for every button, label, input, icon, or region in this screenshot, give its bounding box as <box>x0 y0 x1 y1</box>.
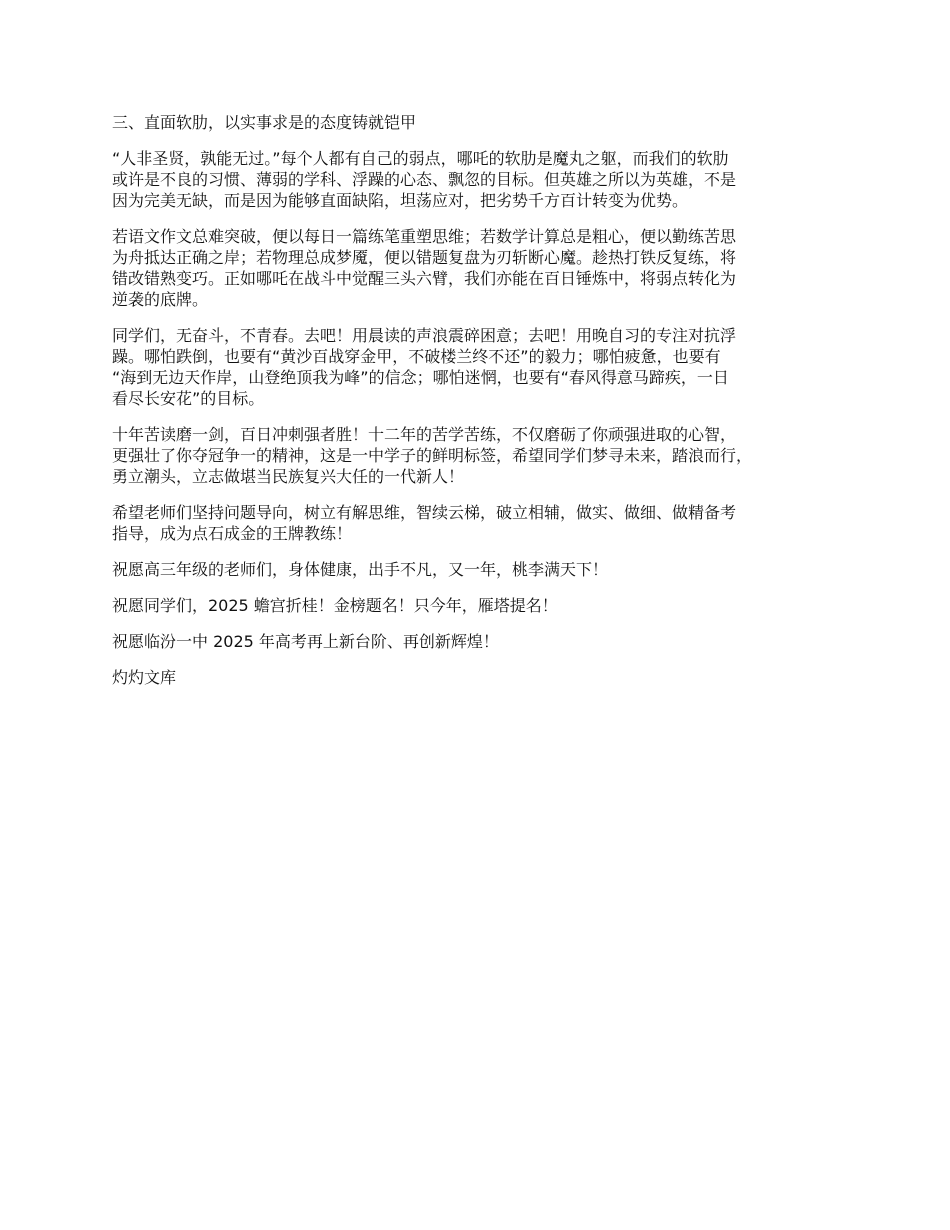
document-body <box>112 112 857 703</box>
paragraph-teachers-hope: 希望老师们坚持问题导向，树立有解思维，智续云梯，破立相辅，做实、做细、做精备考 指导，成为点石成金的王牌教练！ <box>112 503 737 543</box>
paragraph-wish-teachers: 祝愿高三年级的老师们，身体健康，出手不凡，又一年，桃李满天下！ <box>112 560 609 579</box>
paragraph-encouragement: 同学们，无奋斗，不青春。去吧！用晨读的声浪震碎困意；去吧！用晚自习的专注对抗浮 躁。哪怕跌倒，也要有“黄沙百战穿金甲，不破楼兰终不还”的毅力；哪怕疲惫，也要有 “海到无边天作岸，山登绝顶我为峰”的信念；哪怕迷惘，也要有“春风得意马蹄疾，一日 看尽长安花”的目标。 <box>112 326 737 408</box>
paragraph-subject-strategies: 若语文作文总难突破，便以每日一篇练笔重塑思维；若数学计算总是粗心，便以勤练苦思 为舟抵达正确之岸；若物理总成梦魇，便以错题复盘为刃斩断心魔。趁热打铁反复练，将 错改错熟变巧。正如哪吒在战斗中觉醒三头六臂，我们亦能在百日锤炼中，将弱点转化为 逆袭的底牌。 <box>112 227 737 309</box>
source-signature: 灼灼文库 <box>112 668 177 687</box>
paragraph-hard-study: 十年苦读磨一剑，百日冲刺强者胜！十二年的苦学苦练，不仅磨砺了你顽强进取的心智， 更强壮了你夺冠争一的精神，这是一中学子的鲜明标签，希望同学们梦寻未来，踏浪而行， 勇立潮头，立志做堪当民族复兴大任的一代新人！ <box>112 425 753 486</box>
section-heading: 三、直面软肋，以实事求是的态度铸就铠甲 <box>112 113 417 132</box>
paragraph-wish-students: 祝愿同学们，2025 蟾宫折桂！金榜题名！只今年，雁塔提名！ <box>112 596 558 615</box>
paragraph-weakness-intro: “人非圣贤，孰能无过。”每个人都有自己的弱点，哪吒的软肋是魔丸之躯，而我们的软肋 或许是不良的习惯、薄弱的学科、浮躁的心态、飘忽的目标。但英雄之所以为英雄，不是 因为完美无缺，而是因为能够直面缺陷，坦荡应对，把劣势千方百计转变为优势。 <box>112 149 737 210</box>
paragraph-wish-school: 祝愿临汾一中 2025 年高考再上新台阶、再创新辉煌！ <box>112 632 499 651</box>
